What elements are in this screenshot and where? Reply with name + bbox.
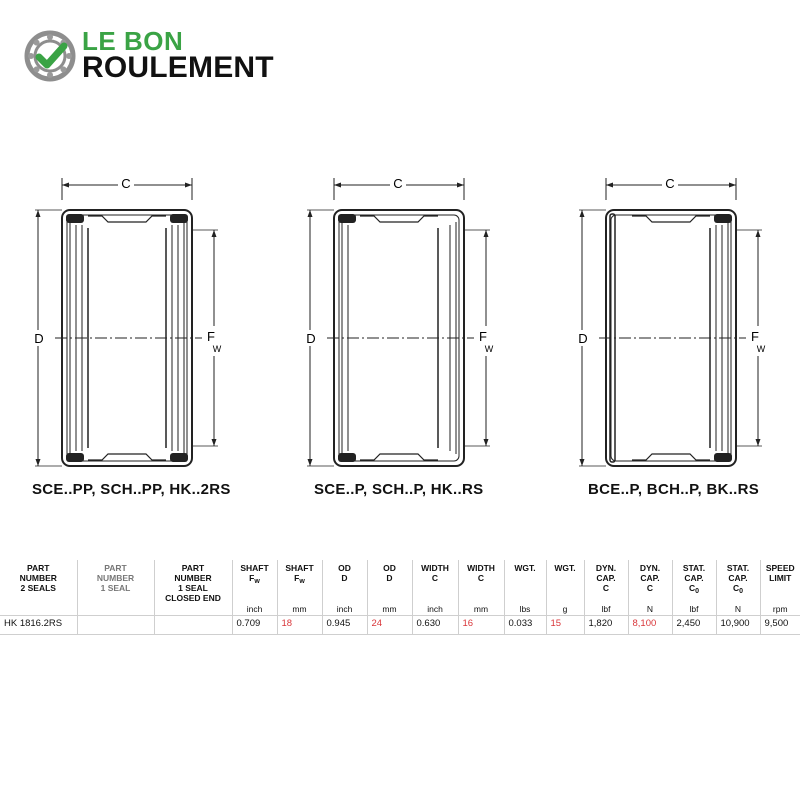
col-header-weight-g: WGT. <box>546 560 584 603</box>
dim-c-label: C <box>121 176 131 191</box>
col-header-width-inch: WIDTH C <box>412 560 458 603</box>
dim-w-label: W <box>756 344 766 354</box>
col-header-speed-limit: SPEED LIMIT <box>760 560 800 603</box>
col-header-shaft-mm: SHAFT $F_w$ <box>277 560 322 603</box>
drawing-caption-closed-end: BCE..P, BCH..P, BK..RS <box>588 481 760 498</box>
cell-dyn-cap-n: 8,100 <box>628 616 672 635</box>
col-header-stat-cap-n: STAT. CAP. $C_0$ <box>716 560 760 603</box>
col-header-dyn-cap-n: DYN. CAP. C <box>628 560 672 603</box>
col-header-od-mm: OD D <box>367 560 412 603</box>
table-units-row <box>0 603 800 616</box>
unit-cell: g <box>546 603 584 616</box>
col-header-dyn-cap-lbf: DYN. CAP. C <box>584 560 628 603</box>
cell-width-mm: 16 <box>458 616 504 635</box>
drawing-closed-end <box>574 170 764 475</box>
cell-stat-cap-n: 10,900 <box>716 616 760 635</box>
col-header-part-1-seal: PART NUMBER 1 SEAL <box>77 560 154 603</box>
spec-table <box>0 560 800 635</box>
cell-stat-cap-lbf: 2,450 <box>672 616 716 635</box>
cell-part-closed-end <box>154 616 232 635</box>
unit-cell <box>0 603 77 616</box>
cell-dyn-cap-lbf: 1,820 <box>584 616 628 635</box>
dim-d-label: D <box>34 331 44 346</box>
dim-f-label: F <box>207 329 215 344</box>
dim-c-label: C <box>393 176 403 191</box>
drawing-single-seal <box>302 170 492 475</box>
unit-cell <box>154 603 232 616</box>
col-header-weight-lbs: WGT. <box>504 560 546 603</box>
brand-line2: ROULEMENT <box>82 51 274 84</box>
col-header-width-mm: WIDTH C <box>458 560 504 603</box>
col-header-stat-cap-lbf: STAT. CAP. $C_0$ <box>672 560 716 603</box>
cell-weight-lbs: 0.033 <box>504 616 546 635</box>
dim-w-label: W <box>484 344 494 354</box>
table-row <box>0 616 800 635</box>
unit-cell: lbs <box>504 603 546 616</box>
cell-part-1-seal <box>77 616 154 635</box>
unit-cell: mm <box>277 603 322 616</box>
unit-cell: lbf <box>584 603 628 616</box>
table-header-row <box>0 560 800 603</box>
unit-cell: N <box>628 603 672 616</box>
unit-cell: inch <box>412 603 458 616</box>
cell-od-mm: 24 <box>367 616 412 635</box>
cell-speed-limit: 9,500 <box>760 616 800 635</box>
dim-c-label: C <box>665 176 675 191</box>
drawing-caption-double-seal: SCE..PP, SCH..PP, HK..2RS <box>32 481 231 498</box>
cell-shaft-inch: 0.709 <box>232 616 277 635</box>
col-header-od-inch: OD D <box>322 560 367 603</box>
unit-cell: mm <box>367 603 412 616</box>
dim-d-label: D <box>306 331 316 346</box>
unit-cell: inch <box>232 603 277 616</box>
brand-logo <box>24 28 274 83</box>
cell-width-inch: 0.630 <box>412 616 458 635</box>
col-header-part-2-seals: PART NUMBER 2 SEALS <box>19 563 57 593</box>
unit-cell: mm <box>458 603 504 616</box>
unit-cell: N <box>716 603 760 616</box>
cell-od-inch: 0.945 <box>322 616 367 635</box>
cell-part-number: HK 1816.2RS <box>0 616 77 635</box>
dim-f-label: F <box>479 329 487 344</box>
unit-cell: rpm <box>760 603 800 616</box>
drawing-caption-single-seal: SCE..P, SCH..P, HK..RS <box>314 481 484 498</box>
unit-cell: lbf <box>672 603 716 616</box>
cell-shaft-mm: 18 <box>277 616 322 635</box>
col-header-part-closed-end: PART NUMBER 1 SEAL CLOSED END <box>154 560 232 603</box>
cell-weight-g: 15 <box>546 616 584 635</box>
dim-d-label: D <box>578 331 588 346</box>
dim-w-label: W <box>212 344 222 354</box>
bearing-check-icon <box>24 30 76 82</box>
col-header-shaft-inch: SHAFT $F_w$ <box>232 560 277 603</box>
unit-cell: inch <box>322 603 367 616</box>
unit-cell <box>77 603 154 616</box>
brand-line1: LE BON <box>82 26 184 56</box>
dim-f-label: F <box>751 329 759 344</box>
drawing-double-seal <box>30 170 220 475</box>
